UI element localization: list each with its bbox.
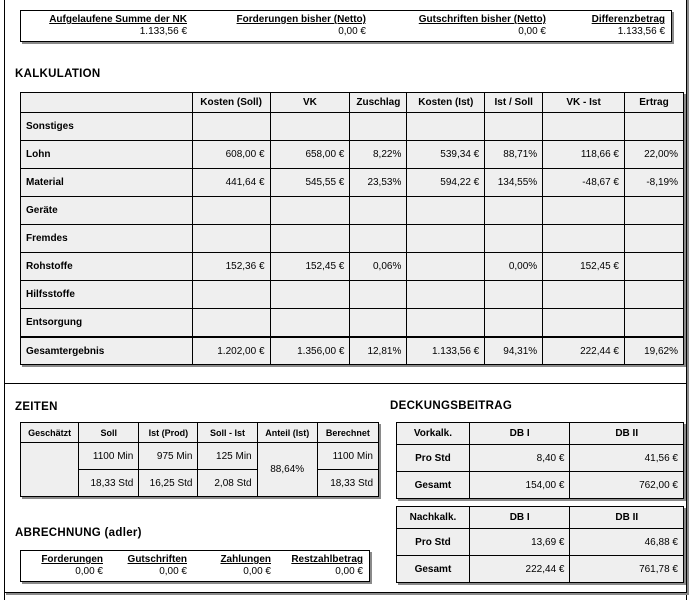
cell: 8,40 € [469,445,570,472]
cell: 594,22 € [407,169,485,197]
cell: 0,00% [485,253,543,281]
cell: 22,00% [625,141,684,169]
abrechnung-label: Gutschriften [127,554,187,565]
cell: 1.356,00 € [270,337,350,365]
summary-value: 1.133,56 € [617,26,665,37]
summary-nk [37,14,187,38]
table-row [397,472,684,499]
header-cell: Berechnet [317,423,378,443]
cell [192,281,270,309]
abrechnung-label: Zahlungen [220,554,271,565]
header-cell [21,93,193,113]
header-cell: Geschätzt [21,423,79,443]
cell [407,281,485,309]
cell: 658,00 € [270,141,350,169]
abrechnung-value: 0,00 € [243,566,271,577]
table-row [397,529,684,556]
cell [543,197,625,225]
table-row [21,169,684,197]
table-header-row [21,423,379,443]
row-label: Gesamtergebnis [21,337,193,365]
cell: 154,00 € [469,472,570,499]
row-label: Entsorgung [21,309,193,338]
cell [407,309,485,338]
table-row [397,556,684,583]
summary-label: Differenzbetrag [591,14,665,25]
cell [270,225,350,253]
cell: 222,44 € [469,556,570,583]
cell [350,113,407,141]
header-cell: Zuschlag [350,93,407,113]
summary-box [20,10,672,42]
abrechnung-restzahlbetrag [279,554,363,578]
zeiten-title: ZEITEN [15,401,58,413]
table-row [397,445,684,472]
kalkulation-title: KALKULATION [15,68,101,80]
header-cell: DB II [570,423,684,445]
cell: 18,33 Std [79,470,139,497]
abrechnung-label: Forderungen [41,554,103,565]
cell: 19,62% [625,337,684,365]
row-label: Hilfsstoffe [21,281,193,309]
header-cell: Ertrag [625,93,684,113]
cell [192,309,270,338]
cell [625,225,684,253]
row-label: Pro Std [397,529,470,556]
cell: 152,36 € [192,253,270,281]
header-cell: Vorkalk. [397,423,470,445]
anteil-cell: 88,64% [257,443,317,497]
summary-value: 1.133,56 € [139,26,187,37]
cell [192,197,270,225]
abrechnung-title: ABRECHNUNG (adler) [15,527,142,539]
cell [543,309,625,338]
header-cell: Ist / Soll [485,93,543,113]
table-row [21,443,379,470]
cell [350,197,407,225]
summary-gutschriften [391,14,546,38]
table-row [21,253,684,281]
cell: 152,45 € [543,253,625,281]
total-row [21,337,684,365]
table-row [21,197,684,225]
cell [270,113,350,141]
row-label: Material [21,169,193,197]
cell: 0,06% [350,253,407,281]
row-label: Gesamt [397,556,470,583]
cell [543,281,625,309]
header-cell: Nachkalk. [397,507,470,529]
abrechnung-value: 0,00 € [75,566,103,577]
frame-right-border [686,0,687,600]
cell [625,113,684,141]
cell [485,197,543,225]
cell: 8,22% [350,141,407,169]
frame-shadow-bottom [6,593,689,595]
cell: 46,88 € [570,529,684,556]
header-cell: VK [270,93,350,113]
abrechnung-box [20,550,370,582]
zeiten-table [20,422,379,497]
section-divider [5,383,686,384]
cell [270,309,350,338]
geschaetzt-cell [21,443,79,497]
cell [407,113,485,141]
cell [407,197,485,225]
cell [270,281,350,309]
cell [350,309,407,338]
cell [625,281,684,309]
table-row [21,281,684,309]
table-row [21,113,684,141]
summary-value: 0,00 € [338,26,366,37]
summary-label: Aufgelaufene Summe der NK [49,14,187,25]
cell [270,197,350,225]
cell [192,113,270,141]
cell [350,225,407,253]
summary-label: Forderungen bisher (Netto) [236,14,366,25]
header-cell: Soll [79,423,139,443]
abrechnung-value: 0,00 € [159,566,187,577]
vorkalk-table [396,422,684,499]
cell: 222,44 € [543,337,625,365]
table-row [21,309,684,338]
summary-forderungen [211,14,366,38]
cell: 1.202,00 € [192,337,270,365]
summary-differenz [566,14,665,38]
table-header-row [21,93,684,113]
cell: 125 Min [198,443,257,470]
header-cell: Kosten (Soll) [192,93,270,113]
abrechnung-zahlungen [195,554,271,578]
cell: 608,00 € [192,141,270,169]
cell [485,225,543,253]
cell [625,197,684,225]
row-label: Lohn [21,141,193,169]
cell: 118,66 € [543,141,625,169]
row-label: Sonstiges [21,113,193,141]
header-cell: Kosten (Ist) [407,93,485,113]
header-cell: DB II [570,507,684,529]
row-label: Gesamt [397,472,470,499]
cell [192,225,270,253]
summary-value: 0,00 € [518,26,546,37]
cell: 88,71% [485,141,543,169]
frame-bottom-border [4,592,687,593]
cell: 12,81% [350,337,407,365]
table-row [21,141,684,169]
cell: 761,78 € [570,556,684,583]
cell: 1.133,56 € [407,337,485,365]
row-label: Pro Std [397,445,470,472]
cell: 1100 Min [79,443,139,470]
deckungsbeitrag-title: DECKUNGSBEITRAG [390,400,513,412]
cell: 1100 Min [317,443,378,470]
cell: 16,25 Std [139,470,198,497]
header-cell: Ist (Prod) [139,423,198,443]
table-row [21,225,684,253]
cell: 975 Min [139,443,198,470]
cell [543,225,625,253]
cell [407,225,485,253]
summary-label: Gutschriften bisher (Netto) [418,14,546,25]
cell: 23,53% [350,169,407,197]
cell: 94,31% [485,337,543,365]
cell: 539,34 € [407,141,485,169]
table-header-row [397,507,684,529]
cell: 545,55 € [270,169,350,197]
abrechnung-value: 0,00 € [335,566,363,577]
cell: 152,45 € [270,253,350,281]
abrechnung-gutschriften [111,554,187,578]
cell [485,281,543,309]
cell [625,309,684,338]
cell: 18,33 Std [317,470,378,497]
cell: 762,00 € [570,472,684,499]
abrechnung-forderungen [27,554,103,578]
row-label: Rohstoffe [21,253,193,281]
cell [625,253,684,281]
nachkalk-table [396,506,684,583]
cell [350,281,407,309]
cell: 441,64 € [192,169,270,197]
kalkulation-table [20,92,684,365]
cell [485,113,543,141]
header-cell: Anteil (Ist) [257,423,317,443]
cell [407,253,485,281]
cell: 13,69 € [469,529,570,556]
cell: 134,55% [485,169,543,197]
header-cell: DB I [469,423,570,445]
cell: 41,56 € [570,445,684,472]
cell: 2,08 Std [198,470,257,497]
abrechnung-label: Restzahlbetrag [291,554,363,565]
cell [485,309,543,338]
header-cell: DB I [469,507,570,529]
table-header-row [397,423,684,445]
cell: -48,67 € [543,169,625,197]
header-cell: VK - Ist [543,93,625,113]
frame-left-border [4,0,5,600]
row-label: Fremdes [21,225,193,253]
frame-shadow-right [687,0,689,594]
cell [543,113,625,141]
cell: -8,19% [625,169,684,197]
header-cell: Soll - Ist [198,423,257,443]
row-label: Geräte [21,197,193,225]
